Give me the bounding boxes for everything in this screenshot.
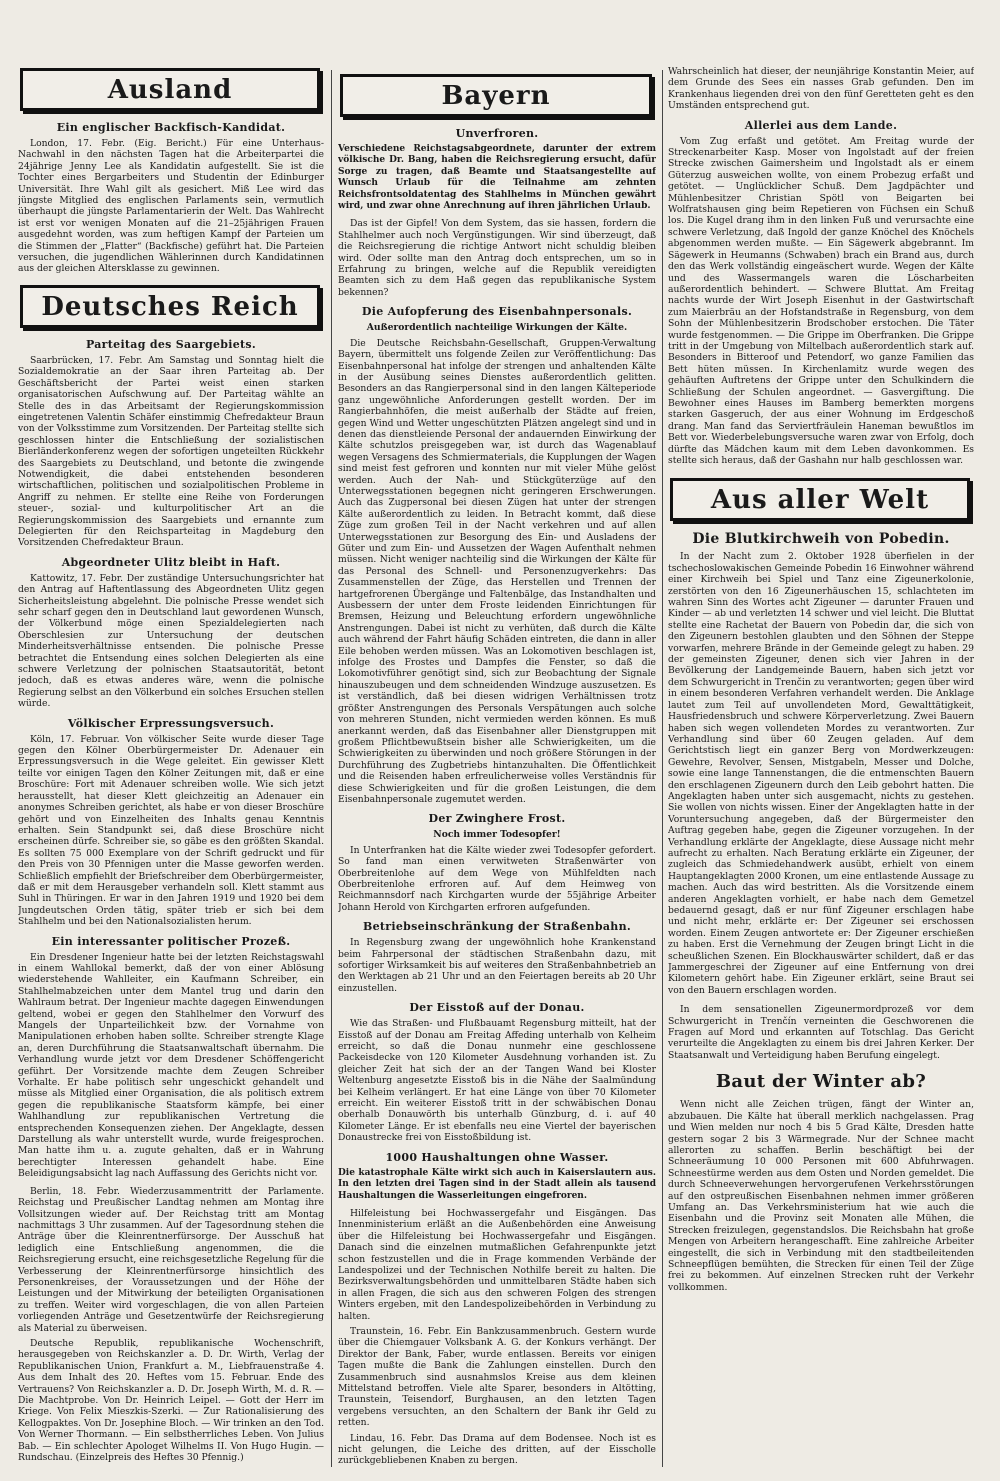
article-headline: Die Aufopferung des Eisenbahnpersonals. xyxy=(361,305,633,319)
article-body: Ein Dresdener Ingenieur hatte bei der letzten Reichstagswahl in einem Wahllokal bemerkt, daß der von einer Ablösung wiederstehende Wahlleiter, ein Kaufmann Schreiber, ein Stahlhelmabzeichen unter dem Mantel trug und darin den Wahlraum betrat. Der Ingenieur machte dagegen Einwendungen geltend, wobei er gegen den Stahlhelmer den Vorwurf des Mangels der Unparteilichkeit bzw. der Vornahme von Manipulationen erhoben haben sollte. Schreiber strengte Klage an, deren Durchführung die Staatsanwaltschaft übernahm. Die Verhandlung wurde jetzt vor dem Dresdener Schöffengericht geführt. Der Vorsitzende machte dem Zeugen Schreiber Vorhalte. Er habe politisch sehr ungeschickt gehandelt und müsse als Mitglied einer Organisation, die als politisch extrem gegen die republikanische Staatsform kämpfe, bei einer Wahlhandlung zur republikanischen Vertretung die entsprechenden Konsequenzen ziehen. Der Angeklagte, dessen Darstellung als wahr unterstellt wurde, wurde freigesprochen. Man hatte ihm u. a. zugute gehalten, daß er in Wahrung berechtigter Interessen gehandelt habe. Eine Beleidigungsabsicht lag nach Auffassung des Gerichts nicht vor. xyxy=(18,951,324,1180)
article-body: In Regensburg zwang der ungewöhnlich hohe Krankenstand beim Fahrpersonal der städtischen Straßenbahn dazu, mit sofortiger Wirksamkeit bis auf weiteres den Straßenbahnbetrieb an den Werktagen ab 21 Uhr und an den Feiertagen bereits ab 20 Uhr einzustellen. xyxy=(338,937,656,994)
advertisement-text: Deutsche Republik, republikanische Wochenschrift, herausgegeben von Reichskanzler a. D. Dr. Wirth, Verlag der Republikanischen Union, Frankfurt a. M., Liebfrauenstraße 4. Aus dem Inhalt des 20. Heftes vom 15. Februar. Ende des Vertrauens? Von Reichskanzler a. D. Dr. Joseph Wirth, M. d. R. — Die Machtprobe. Von Dr. Heinrich Leipel. — Gott der Herr im Kriege. Von Felix Mieszkis-Szerki. — Zur Rationalisierung des Kellogpaktes. Von Dr. Josephine Bloch. — Wir trinken an den Tod. Von Werner Thormann. — Ein selbstherrliches Leben. Von Julius Bab. — Ein schlechter Apologet Wilhelms II. Von Hugo Hugin. — Rundschau. (Einzelpreis des Heftes 30 Pfennig.) xyxy=(18,1337,324,1464)
article-headline: 1000 Haushaltungen ohne Wasser. xyxy=(385,1150,609,1164)
article-body: Saarbrücken, 17. Febr. Am Samstag und Sonntag hielt die Sozialdemokratie an der Saar ihren Parteitag ab. Der Geschäftsbericht der Partei weist einen starken organisatorischen Aufschwung auf. Der Parteitag wählte an Stelle des in das Arbeitsamt der Regierungskommission eingetretenen Valentin Schäfer einstimmig Chefredakteur Braun von der Volksstimme zum Vorsitzenden. Der Parteitag stellte sich geschlossen hinter die Entschließung der sozialistischen Bierländerkonferenz wegen der sofortigen ungeteilten Rückkehr des Saargebiets zu Deutschland, und betonte die zwingende Notwendigkeit, die dabei entstehenden besonderen wirtschaftlichen, politischen und sozialpolitischen Probleme in Angriff zu nehmen. Er stellte eine Reihe von Forderungen steuer-, sozial- und kulturpolitischer Art an die Regierungskommission des Saargebiets und ernannte zum Delegierten für den Reichsparteitag in Magdeburg den Vorsitzenden Chefredakteur Braun. xyxy=(18,354,324,549)
article-body: In der Nacht zum 2. Oktober 1928 überfielen in der tschechoslowakischen Gemeinde Pobedin 16 Einwohner während einer Kirchweih bei Spiel und Tanz eine Zigeunerkolonie, zerstörten von den 16 Zigeunerhäuschen 15, schlachteten im wahren Sinn des Wortes acht Zigeuner — darunter Frauen und Kinder — ab und verletzten 14 schwer und viel leicht. Die Bluttat stellte eine Rachetat der Bauern von Pobedin dar, die sich von den Zigeunern bestohlen glaubten und den Söhnen der Steppe vorwarfen, mehrere Brände in der Gemeinde gelegt zu haben. 29 der gemeinsten Zigeuner, denen sich vier Jahren in der Bevölkerung der Landgemeinde Bauern, haben sich jetzt vor dem Schwurgericht in Trenčin zu verantworten; gegen über wird in einem besonderen Verfahren verhandelt werden. Die Anklage lautet zum Teil auf unvollendeten Mord, Gewalttätigkeit, Hausfriedensbruch und schwere Körperverletzung. Zwei Bauern haben sich wegen vollendeten Mordes zu verantworten. Zur Verhandlung sind über 60 Zeugen geladen. Auf dem Gerichtstisch liegt ein ganzer Berg von Mordwerkzeugen: Gewehre, Revolver, Sensen, Mistgabeln, Messer und Dolche, sowie eine lange Tannenstangen, die die entmenschten Bauern den erschlagenen Zigeunern durch den Leib gebohrt hatten. Die Angeklagten haben unter sich ausgemacht, nichts zu gestehen. Sie wollen von nichts wissen. Einer der Angeklagten hatte in der Voruntersuchung angegeben, daß der Bürgermeister den Auftrag gegeben habe, gegen die Zigeuner vorzugehen. In der Verhandlung erklärte der Angeklagte, diese Aussage nicht mehr aufrecht zu erhalten. Nach Beratung erklärte ein Zigeuner, der zugleich das Schmiedehandwerk ausübt, erhielt von einem Hauptangeklagten 2000 Kronen, um eine entlastende Aussage zu machen. Auch das wird bestritten. Als die Vorsitzende einem anderen Angeklagten vorhielt, er habe nach dem Gemetzel bedauernd gesagt, daß er nur fünf Zigeuner erschlagen habe und nicht mehr, erklärte er: Der Zigeuner sei erschossen worden. Einem Zeugen antwortete er: Der Zigeuner erschießen zu haben. Erst die Vernehmung der Zeugen bringt Licht in die scheußlichen Szenen. Ein Blockhauswärter schildert, daß er das Jammergeschrei der Zigeuner auf eine Entfernung von drei Kilometern gehört habe. Ein Zigeuner erklärt, seine Braut sei von den Bauern erschlagen worden. xyxy=(668,551,974,996)
article-subhead: Noch immer Todesopfer! xyxy=(433,829,561,841)
article-headline: Der Eisstoß auf der Donau. xyxy=(409,1001,585,1015)
article-body: Wie das Straßen- und Flußbauamt Regensburg mitteilt, hat der Eisstoß auf der Donau am Freitag Affeding unterhalb von Kelheim erreicht, so daß die Donau nunmehr eine geschlossene Packeisdecke von 120 Kilometer Ausdehnung vorhanden ist. Zu gleicher Zeit hat sich der an der Tangen Wand bei Kloster Weltenburg angesetzte Eisstoß bis in die Nähe der Saalmündung bei Kelheim verlängert. Er hat eine Länge von über 70 Kilometer erreicht. Ein weiterer Eisstoß tritt in der schwäbischen Donau oberhalb Donauwörth bis unterhalb Günzburg, d. i. auf 40 Kilometer Länge. Er ist ebenfalls neu eine Viertel der bayerischen Donaustrecke frei von Eisstoßbildung ist. xyxy=(338,1018,656,1144)
column-left xyxy=(18,62,324,1467)
article-lede: Die katastrophale Kälte wirkt sich auch in Kaiserslautern aus. In den letzten drei Tagen sind in der Stadt allein als tausend Haushaltungen die Wasserleitungen eingefroren. xyxy=(338,1167,656,1201)
article-body: Wenn nicht alle Zeichen trügen, fängt der Winter an, abzubauen. Die Kälte hat überall merklich nachgelassen. Prag und Wien melden nur noch 4 bis 5 Grad Kälte, Dresden hatte gestern sogar 2 bis 3 Wärmegrade. Nur der Schnee macht allerorten zu schaffen. Berlin beschäftigt bei der Schneeräumung 10 000 Personen mit 600 Abfuhrwagen. Schneestürme werden aus dem Osten und Norden gemeldet. Die durch Schneeverwehungen hervorgerufenen Verkehrsstörungen auf den ostpreußischen Eisenbahnen nehmen immer größeren Umfang an. Das Verkehrsministerium hat wie auch die Eisenbahn und die Provinz seit Monaten alle Mühen, die Strecken freizulegen, gegenstandslos. Die Reichsbahn hat große Mengen von Arbeitern herangeschafft. Eine zahlreiche Arbeiter eingestellt, die sich in Verbindung mit den stadtbeileitenden Schneepflügen bemühten, die Strecken für einen Teil der Züge frei zu bekommen. Auf einzelnen Strecken ruht der Verkehr vollkommen. xyxy=(668,1099,974,1293)
section-banner-reich: Deutsches Reich xyxy=(20,285,320,328)
column-rule xyxy=(662,70,663,1467)
column-right xyxy=(668,66,974,1467)
article-subhead: Außerordentlich nachteilige Wirkungen der Kälte. xyxy=(366,322,628,334)
article-headline: Abgeordneter Ulitz bleibt in Haft. xyxy=(61,555,281,569)
article-headline: Parteitag des Saargebiets. xyxy=(85,337,257,351)
section-banner-ausland: Ausland xyxy=(20,68,320,111)
article-body: Hilfeleistung bei Hochwassergefahr und Eisgängen. Das Innenministerium erläßt an die Außenbehörden eine Anweisung über die Hilfeleistung bei Hochwassergefahr und Eisgängen. Danach sind die einzelnen mutmaßlichen Gefahrenpunkte jetzt schon festzustellen und die in Frage kommenden Verbände der Landespolizei und der Technischen Nothilfe bereit zu halten. Die Bezirksverwaltungsbehörden und unmittelbaren Städte haben sich in allen Fragen, die sich aus den schweren Folgen des strengen Winters ergeben, mit den Landespolizeibehörden in Verbindung zu halten. xyxy=(338,1207,656,1322)
article-headline: Völkischer Erpressungsversuch. xyxy=(67,716,275,730)
article-headline: Baut der Winter ab? xyxy=(715,1071,927,1093)
article-body: Lindau, 16. Febr. Das Drama auf dem Bodensee. Noch ist es nicht gelungen, die Leiche des dritten, auf der Eisscholle zurückgebliebenen Knaben zu bergen. xyxy=(338,1432,656,1467)
article-headline: Unverfroren. xyxy=(455,127,539,140)
article-body: In Unterfranken hat die Kälte wieder zwei Todesopfer gefordert. So fand man einen verwitweten Straßenwärter von Oberbreitenlohe auf dem Wege von Mühlfeldten nach Oberbreitenlohe erfroren auf. Auf dem Heimweg von Reichmannsdorf nach Kirchgarten wurde der 55jährige Arbeiter Johann Herold von Kirchgarten erfroren aufgefunden. xyxy=(338,844,656,913)
article-body: Traunstein, 16. Febr. Ein Bankzusammenbruch. Gestern wurde über die Chiemgauer Volksbank A. G. der Konkurs verhängt. Der Direktor der Bank, Faber, wurde entlassen. Bereits vor einigen Tagen mußte die Bank die Zahlungen einstellen. Durch den Zusammenbruch sind ausnahmslos Kreise aus dem kleinen Mittelstand betroffen. Viele alte Sparer, besonders in Altötting, Traunstein, Teisendorf, Burghausen, an den letzten Tagen vergebens versuchten, an den Schaltern der Bank ihr Geld zu retten. xyxy=(338,1325,656,1429)
article-body: Berlin, 18. Febr. Wiederzusammentritt der Parlamente. Reichstag und Preußischer Landtag nehmen am Montag ihre Vollsitzungen wieder auf. Der Reichstag tritt am Montag nachmittags 3 Uhr zusammen. Auf der Tagesordnung stehen die Anträge über die Kleinrentnerfürsorge. Der Ausschuß hat lediglich eine Entschließung angenommen, die die Reichsregierung ersucht, eine reichsgesetzliche Regelung für die Verbesserung der Kleinrentnerfürsorge hinsichtlich des Personenkreises, der Voraussetzungen und der Höhe der Leistungen und der Mitwirkung der beteiligten Organisationen zu treffen. Weiter wird vorgeschlagen, die von allen Parteien vorliegenden Anträge und Gesetzentwürfe der Reichsregierung als Material zu überweisen. xyxy=(18,1185,324,1334)
section-banner-aller-welt: Aus aller Welt xyxy=(670,478,970,521)
article-headline: Ein englischer Backfisch-Kandidat. xyxy=(56,121,286,134)
article-headline: Ein interessanter politischer Prozeß. xyxy=(51,934,291,948)
article-body: Wahrscheinlich hat dieser, der neunjährige Konstantin Meier, auf dem Grunde des Sees ein nasses Grab gefunden. Den im Krankenhaus liegenden drei von den fünf Geretteten geht es den Umständen entsprechend gut. xyxy=(668,66,974,112)
article-body: Kattowitz, 17. Febr. Der zuständige Untersuchungsrichter hat den Antrag auf Haftentlassung des Abgeordneten Ulitz gegen Sicherheitsleistung abgelehnt. Die polnische Presse wendet sich sehr scharf gegen den in Deutschland laut gewordenen Wunsch, der Völkerbund möge einen Spezialdelegierten nach Oberschlesien zur Untersuchung der deutschen Minderheitsverhältnisse entsenden. Die polnische Presse betrachtet die Entsendung eines solchen Delegierten als eine schwere Verletzung der polnischen Staatsautorität, betont jedoch, daß es etwas anderes wäre, wenn die polnische Regierung selbst an den Völkerbund ein solches Ersuchen stellen würde. xyxy=(18,572,324,710)
article-lede: Verschiedene Reichstagsabgeordnete, darunter der extrem völkische Dr. Bang, haben die Reichsregierung ersucht, dafür Sorge zu tragen, daß Beamte und Staatsangestellte auf Wunsch Urlaub für die Teilnahme am zehnten Reichsfrontsoldatentag des Stahlhelms in München gewährt wird, und zwar ohne Anrechnung auf ihren jährlichen Urlaub. xyxy=(338,144,656,212)
section-banner-bayern: Bayern xyxy=(340,74,652,117)
article-body: In dem sensationellen Zigeunermordprozeß vor dem Schwurgericht in Trenčín verneinten die Geschworenen die Fragen auf Mord und erkannten auf Totschlag. Das Gericht verurteilte die Angeklagten zu einem bis drei Jahren Kerker. Der Staatsanwalt und Verteidigung haben Berufung eingelegt. xyxy=(668,1004,974,1061)
article-body: Das ist der Gipfel! Von dem System, das sie hassen, fordern die Stahlhelmer auch noch Vergünstigungen. Wir sind überzeugt, daß die Reichsregierung die richtige Antwort nicht schuldig bleiben wird. Oder sollte man den Antrag doch entsprechen, um so in Erfahrung zu bringen, welche auf die Republik vereidigten Beamten sich zu dem Haß gegen das republikanische System bekennen? xyxy=(338,218,656,298)
article-headline: Der Zwinghere Frost. xyxy=(428,812,566,826)
article-body: Köln, 17. Februar. Von völkischer Seite wurde dieser Tage gegen den Kölner Oberbürgermeister Dr. Adenauer ein Erpressungsversuch in die Wege geleitet. Ein gewisser Klett teilte vor einigen Tagen den Kölner Zeitungen mit, daß er eine Broschüre: Fort mit Adenauer schreiben wolle. Wie sich jetzt herausstellt, hat dieser Klett gleichzeitig an Adenauer ein anonymes Schreiben gerichtet, als habe er von dieser Broschüre gehört und von Einzelheiten des Inhalts genau Kenntnis erhalten. Sein Standpunkt sei, daß diese Broschüre nicht erscheinen dürfe. Schreiber sie, so gäbe es den größten Skandal. Es sollten 75 000 Exemplare von der Schrift gedruckt und für den Preis von 30 Pfennigen unter die Masse geworfen werden. Schließlich empfiehlt der Briefschreiber dem Oberbürgermeister, daß er mit dem Herausgeber verhandeln soll. Klett stammt aus Suhl in Thüringen. Er war in den Jahren 1919 und 1920 bei dem Jungdeutschen Orden tätig, später trieb er sich bei dem Stahlhelm und bei den Nationalsozialisten herum. xyxy=(18,733,324,928)
article-body: Die Deutsche Reichsbahn-Gesellschaft, Gruppen-Verwaltung Bayern, übermittelt uns folgende Zeilen zur Veröffentlichung: Das Eisenbahnpersonal hat infolge der strengen und anhaltenden Kälte in der Ausübung seines Dienstes außerordentlich gelitten. Besonders an das Rangierpersonal sind in den langen Kälteperiode ganz ungewöhnliche Anforderungen gestellt worden. Der im Rangierbahnhöfen, die meist außerhalb der Städte auf freien, gegen Wind und Wetter ungeschützten Plätzen angelegt sind und in denen das dienstleiende Personal der andauernden Einwirkung der Kälte schutzlos preisgegeben war, ist durch das Wagenablauf wegen Versagens des Schmiermaterials, die Kupplungen der Wagen sind meist fest gefroren und konnten nur mit vieler Mühe gelöst werden. Auch der Nah- und Stückgüterzüge auf den Unterwegsstationen begegnen nicht geringeren Erschwerungen. Auch das Zugpersonal bei diesen Zügen hat unter der strengen Kälte außerordentlich zu leiden. In Betracht kommt, daß diese Züge zum großen Teil in der Nacht verkehren und auf allen Unterwegsstationen zur Besorgung des Ein- und Ausladens der Güter und zum Ein- und Aussetzen der Wagen Aufenthalt nehmen müssen. Nicht weniger nachteilig sind die Wirkungen der Kälte für das Personal des Schnell- und Personenzugverkehrs: Das Zusammenstellen der Züge, das Herstellen und Trennen der hartgefrorenen Übergänge und Faltenbälge, das Instandhalten und Ausbessern der unter dem Froste leidenden Einrichtungen für Bremsen, Heizung und Beleuchtung erfordern ungewöhnliche Anstrengungen. Dabei ist nicht zu verhüten, daß durch die Kälte auch während der Fahrt häufig Schäden eintreten, die dann in aller Eile behoben werden müssen. Was an Lokomotiven beschlagen ist, infolge des Frostes und Dampfes die Fenster, so daß die Lokomotivführer genötigt sind, sich zur Beobachtung der Signale hinauszubeugen und dem schneidenden Windzuge auszusetzen. Es ist verständlich, daß bei diesen widrigen Verhältnissen trotz größter Anstrengungen des Personals Verspätungen auch solche von mehreren Stunden, nicht vermieden werden können. Es muß anerkannt werden, daß das Eisenbahner aller Dienstgruppen mit großem Pflichtbewußtsein bisher alle Schwierigkeiten, um die Schwierigkeiten zu überwinden und noch größere Störungen in der Durchführung des Zugbetriebs hintanzuhalten. Die Öffentlichkeit und die Reisenden haben erfreulicherweise volles Verständnis für diese Schwierigkeiten und für die großen Leistungen, die dem Eisenbahnpersonale zugemutet werden. xyxy=(338,337,656,805)
article-headline: Betriebseinschränkung der Straßenbahn. xyxy=(362,920,631,934)
article-headline: Allerlei aus dem Lande. xyxy=(744,118,898,132)
column-middle xyxy=(338,62,656,1467)
article-body: Vom Zug erfaßt und getötet. Am Freitag wurde der Streckenarbeiter Kasp. Moser von Ingolstadt auf der freien Strecke zwischen Gaimersheim und Ingolstadt als er einem Güterzug ausweichen wollte, von einem Probezug erfaßt und getötet. — Unglücklicher Schuß. Dem Jagdpächter und Mühlenbesitzer Christian Spötl von Beigarten bei Wolfratshausen ging beim Repetieren von Füchsen ein Schuß los. Die Kugel drang ihm in den linken Fuß und verursachte eine schwere Verletzung, daß Ingold der ganze Knöchel des Knöchels abgenommen werden mußte. — Ein Sägewerk abgebrannt. Im Sägewerk in Heumanns (Schwaben) brach ein Brand aus, durch den das Werk vollständig eingeäschert wurde. Wegen der Kälte und des Wassermangels waren die Löscharbeiten außerordentlich behindert. — Schwere Bluttat. Am Freitag nachts wurde der Wirt Joseph Eisenhut in der Gastwirtschaft zum Maierbräu an der Hofstandstraße in Regensburg, von dem Sohn der Mühlenbesitzerin Brodschober erstochen. Die Täter wurde festgenommen. — Die Grippe im Oberfranken. Die Grippe tritt in der Umgebung von Miltelbach außerordentlich stark auf. Besonders in Bitteroof und Petendorf, wo ganze Familien das Bett hüten müssen. In Kirchenlamitz wurde wegen des gehäuften Auftretens der Grippe unter den Schulkindern die Schließung der Schulen angeordnet. — Gasvergiftung. Die Bewohner eines Hauses im Bamberg bemerkten morgens starken Gasgeruch, der aus einer Wohnung im Erdgeschoß drang. Man fand das Serviertfräulein Haneman bewußtlos im Bett vor. Wiederbelebungsversuche waren zwar von Erfolg, doch dürfte das Mädchen kaum mit dem Leben davonkommen. Es stellte sich heraus, daß der Gashahn nur halb geschlossen war. xyxy=(668,135,974,466)
article-body: London, 17. Febr. (Eig. Bericht.) Für eine Unterhaus-Nachwahl in den nächsten Tagen hat die Arbeiterpartei die 24jährige Jenny Lee als Kandidatin aufgestellt. Sie ist die Tochter eines Bergarbeiters und Studentin der Edinburger Universität. Ihre Wahl gilt als gesichert. Miß Lee wird das jüngste Mitglied des englischen Parlaments sein, vermutlich überhaupt die jüngste Parlamentarierin der Welt. Das Wahlrecht ist erst vor wenigen Monaten auf die 21–25jährigen Frauen ausgedehnt worden, was zum heftigen Kampf der Parteien um die Stimmen der „Flatter“ (Backfische) geführt hat. Die Parteien versuchen, die jugendlichen Wählerinnen durch Kandidatinnen aus der gleichen Altersklasse zu gewinnen. xyxy=(18,138,324,275)
column-rule xyxy=(331,70,332,1467)
article-headline: Die Blutkirchweih von Pobedin. xyxy=(692,531,950,548)
